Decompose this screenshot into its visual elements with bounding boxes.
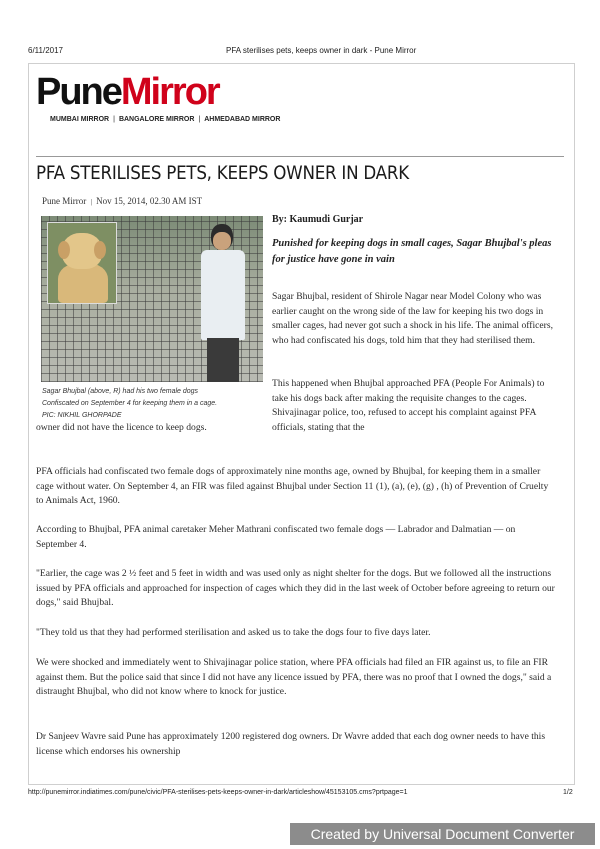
- caption-line: Confiscated on September 4 for keeping them in a cage.: [42, 400, 218, 407]
- meta-separator: |: [90, 198, 92, 206]
- article-paragraph: Sagar Bhujbal, resident of Shirole Nagar near Model Colony who was earlier caught on the wrong side of the law for keeping his two dogs in smaller cages, had never got such a shock in his life. The animal officers, who had confiscated his dogs, told him that they had sterilised them.: [272, 291, 553, 346]
- puppy-body: [58, 263, 108, 303]
- print-footer-url[interactable]: http://punemirror.indiatimes.com/pune/civic/PFA-sterilises-pets-keeps-owner-in-dark/articleshow/45153105.cms?prtpage=1: [28, 789, 408, 796]
- article-paragraph: owner did not have the licence to keep dogs.: [36, 422, 207, 433]
- person-face: [213, 232, 231, 250]
- article-author: By: Kaumudi Gurjar: [272, 214, 364, 225]
- edition-separator: |: [113, 116, 115, 123]
- header-divider: [36, 156, 564, 157]
- article-paragraph: "They told us that they had performed sterilisation and asked us to take the dogs four to five days later.: [36, 627, 431, 638]
- article-headline: PFA STERILISES PETS, KEEPS OWNER IN DARK: [36, 162, 409, 184]
- person-shirt: [201, 250, 245, 340]
- photo-credit: PIC: NIKHIL GHORPADE: [42, 412, 122, 419]
- logo-mirror: Mirror: [120, 71, 219, 113]
- print-page-number: 1/2: [563, 789, 573, 796]
- person-figure: [197, 224, 247, 382]
- photo-caption: [42, 386, 282, 422]
- article-paragraph: This happened when Bhujbal approached PFA (People For Animals) to take his dogs back after making the requisite changes to the cages. Shivajinagar police, too, refused to accept his complaint against PFA officials, stating that the: [272, 378, 545, 433]
- article-paragraph: "Earlier, the cage was 2 ½ feet and 5 feet in width and was used only as night shelter for the dogs. But we followed all the instructions issued by PFA officials and approached for inspection of cages which they did in the last week of October before agreeing to return our dogs," said Bhujbal.: [36, 568, 555, 609]
- edition-links: [50, 116, 280, 123]
- article-paragraph: According to Bhujbal, PFA animal caretaker Meher Mathrani confiscated two female dogs — Labrador and Dalmatian — on September 4.: [36, 524, 516, 550]
- caption-line: Sagar Bhujbal (above, R) had his two female dogs: [42, 388, 199, 395]
- edition-separator: |: [198, 116, 201, 123]
- print-date: 6/11/2017: [28, 46, 63, 55]
- article-date: Nov 15, 2014, 02.30 AM IST: [96, 196, 203, 206]
- article-meta: [42, 196, 202, 206]
- article-standfirst: Punished for keeping dogs in small cages, Sagar Bhujbal's pleas for justice have gone in vain: [272, 238, 552, 265]
- edition-link-mumbai[interactable]: MUMBAI MIRROR: [50, 116, 110, 123]
- edition-link-bangalore[interactable]: BANGALORE MIRROR: [118, 116, 195, 123]
- edition-link-ahmedabad[interactable]: AHMEDABAD MIRROR: [204, 116, 281, 123]
- person-pants: [207, 338, 239, 382]
- article-paragraph: We were shocked and immediately went to Shivajinagar police station, where PFA officials had filed an FIR against us, to file an FIR against them. But the police said that since I did not have any licence issued by PFA, there was no proof that I owned the dogs," said a distraught Bhujbal, who did not know where to knock for justice.: [36, 657, 552, 698]
- article-source: Pune Mirror: [42, 196, 87, 206]
- puppy-ear: [58, 241, 70, 259]
- pune-mirror-logo[interactable]: [36, 72, 219, 112]
- article-photo: [41, 216, 263, 382]
- print-title: PFA sterilises pets, keeps owner in dark - Pune Mirror: [226, 46, 417, 55]
- article-paragraph: PFA officials had confiscated two female dogs of approximately nine months age, owned by Bhujbal, for keeping them in a smaller cage without water. On September 4, an FIR was filed against Bhujbal under Section 11 (1), (a), (e), (g) , (h) of Prevention of Cruelty to Animals Act, 1960.: [36, 466, 549, 507]
- logo-pune: Pune: [36, 71, 121, 113]
- article-paragraph: Dr Sanjeev Wavre said Pune has approximately 1200 registered dog owners. Dr Wavre added that each dog owner needs to have this license which endorses his ownership: [36, 731, 546, 757]
- puppy-ear: [94, 241, 106, 259]
- converter-watermark: Created by Universal Document Converter: [290, 823, 595, 845]
- puppy-inset-image: [47, 222, 117, 304]
